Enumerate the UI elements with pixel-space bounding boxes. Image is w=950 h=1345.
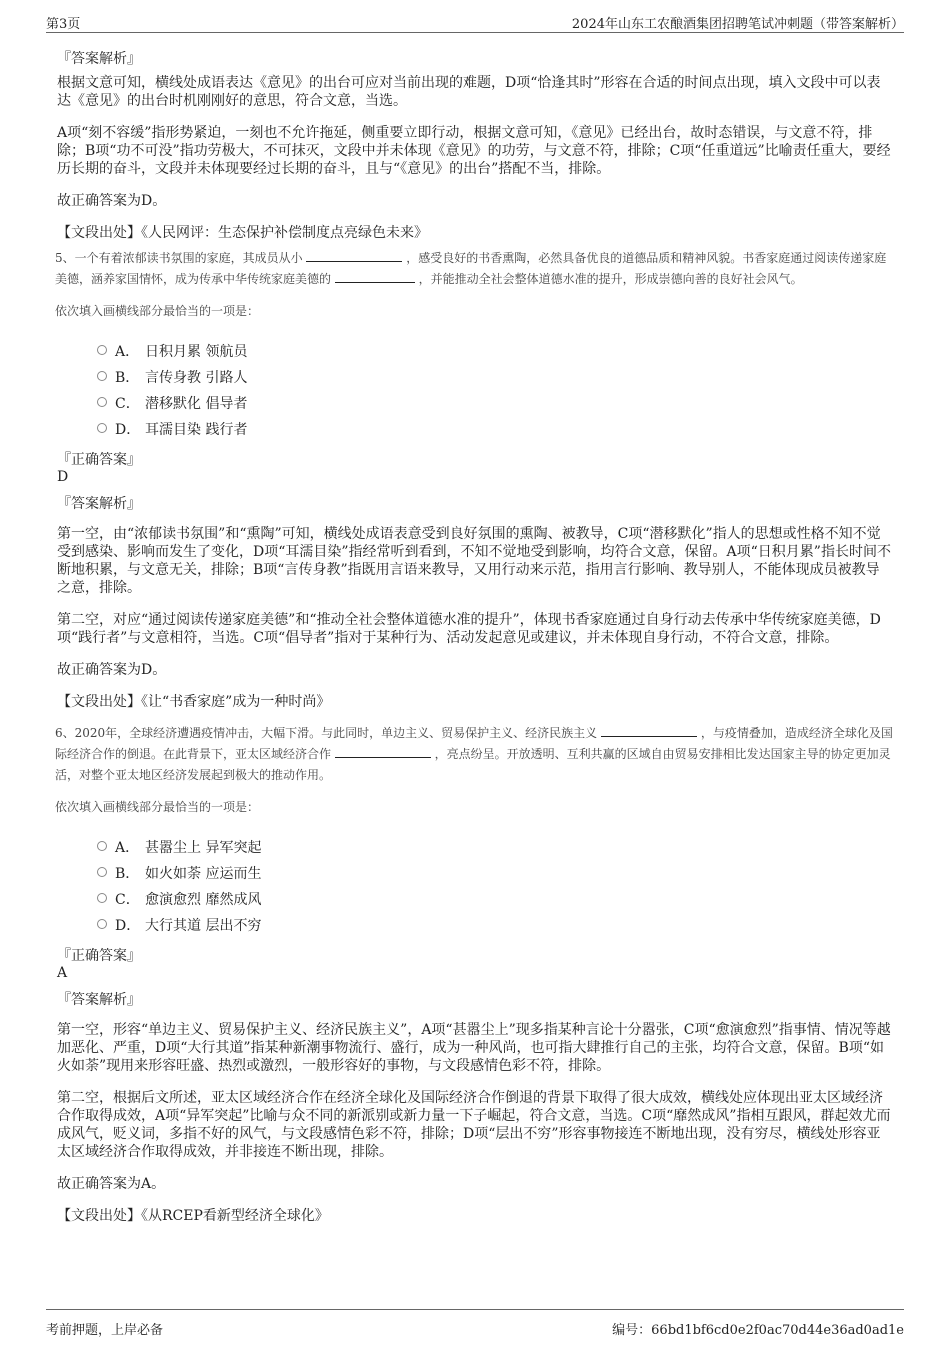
q5-analysis-paragraph-2: 第二空，对应“通过阅读传递家庭美德”和“推动全社会整体道德水准的提升”，体现书香家庭通过自身行动去传承中华传统家庭美德，D项“践行者”与文意相符，当选。C项“倡导者”指对于某种行为、活动发起意见或建议，并未体现自身行动，不符合文意，排除。 (57, 612, 881, 646)
option-text: 如火如荼 应运而生 (145, 866, 262, 882)
option-key: B． (115, 866, 140, 882)
page-number: 第3页 (46, 17, 81, 32)
q6-answer: A (57, 965, 68, 981)
q5-options (57, 341, 893, 445)
option-key: D． (115, 918, 141, 934)
option-text: 大行其道 层出不穷 (145, 918, 262, 934)
correct-answer-label: 『正确答案』 (57, 948, 141, 964)
q5-option-a[interactable] (97, 341, 893, 367)
q6-conclusion: 故正确答案为A。 (57, 1176, 166, 1192)
q6-option-b[interactable] (97, 863, 893, 889)
q5-text-1: 5、一个有着浓郁读书氛围的家庭，其成员从小 (55, 251, 303, 265)
radio-icon[interactable] (97, 919, 107, 929)
document-body (57, 40, 893, 1239)
q6-analysis-paragraph-1: 第一空，形容“单边主义、贸易保护主义、经济民族主义”，A项“甚嚣尘上”现多指某种言论十分嚣张，C项“愈演愈烈”指事情、情况等越加恶化、严重，D项“大行其道”指某种新潮事物流行、盛行，成为一种风尚，也可指大肆推行自己的主张，均符合文意，保留。B项“如火如荼”现用来形容旺盛、热烈或激烈，一般形容好的事物，与文段感情色彩不符，排除。 (57, 1022, 891, 1074)
radio-icon[interactable] (97, 867, 107, 877)
q6-option-c[interactable] (97, 889, 893, 915)
q6-analysis-paragraph-2: 第二空，根据后文所述，亚太区域经济合作在经济全球化及国际经济合作倒退的背景下取得了很大成效，横线处应体现出亚太区域经济合作取得成效，A项“异军突起”比喻与众不同的新派别或新力量一下子崛起，符合文意，当选。C项“靡然成风”指相互跟风，群起效尤而成风气，贬义词，多指不好的风气，与文段感情色彩不符，排除；D项“层出不穷”形容事物接连不断地出现，没有穷尽，横线处形容亚太区域经济合作取得成效，并非接连不断出现，排除。 (57, 1090, 891, 1160)
document-title: 2024年山东工农酿酒集团招聘笔试冲刺题（带答案解析） (571, 17, 904, 32)
q4-source: 【文段出处】《人民网评：生态保护补偿制度点亮绿色未来》 (57, 225, 428, 241)
q6-prompt: 依次填入画横线部分最恰当的一项是： (55, 800, 260, 814)
option-key: B． (115, 370, 140, 386)
q6-blank-1 (601, 724, 697, 737)
option-key: C． (115, 892, 140, 908)
footer-divider (46, 1309, 904, 1310)
page-footer (0, 1305, 950, 1345)
radio-icon[interactable] (97, 423, 107, 433)
q6-text-2: ，与疫情叠加，造成经济全球化及国际经济合作的倒退。在此背景下，亚太区域经济合作 (55, 726, 893, 761)
option-key: A． (115, 344, 140, 360)
q4-analysis-paragraph-1: 根据文意可知，横线处成语表达《意见》的出台可应对当前出现的难题，D项“恰逢其时”形容在合适的时间点出现，填入文段中可以表达《意见》的出台时机刚刚好的意思，符合文意，当选。 (57, 75, 881, 109)
q6-blank-2 (335, 745, 431, 758)
page-header (0, 0, 950, 32)
q6-options (57, 837, 893, 941)
q6-text-1: 6、2020年，全球经济遭遇疫情冲击，大幅下滑。与此同时，单边主义、贸易保护主义、经济民族主义 (55, 726, 598, 740)
radio-icon[interactable] (97, 893, 107, 903)
footer-slogan: 考前押题，上岸必备 (46, 1323, 164, 1338)
q5-question (55, 248, 893, 290)
q5-option-c[interactable] (97, 393, 893, 419)
option-text: 日积月累 领航员 (145, 344, 248, 360)
radio-icon[interactable] (97, 841, 107, 851)
analysis-label: 『答案解析』 (57, 992, 141, 1008)
q5-source: 【文段出处】《让“书香家庭”成为一种时尚》 (57, 694, 331, 710)
q5-option-b[interactable] (97, 367, 893, 393)
q6-question (55, 723, 893, 786)
option-key: A． (115, 840, 140, 856)
option-key: C． (115, 396, 140, 412)
document-id: 编号：66bd1bf6cd0e2f0ac70d44e36ad0ad1e (612, 1323, 904, 1338)
option-text: 言传身教 引路人 (145, 370, 248, 386)
q5-blank-2 (335, 270, 415, 283)
q5-prompt: 依次填入画横线部分最恰当的一项是： (55, 304, 260, 318)
q5-blank-1 (306, 249, 402, 262)
q6-source: 【文段出处】《从RCEP看新型经济全球化》 (57, 1208, 329, 1224)
radio-icon[interactable] (97, 345, 107, 355)
option-text: 耳濡目染 践行者 (145, 422, 248, 438)
q4-analysis-paragraph-2: A项“刻不容缓”指形势紧迫，一刻也不允许拖延，侧重要立即行动，根据文意可知，《意见》已经出台，故时态错误，与文意不符，排除；B项“功不可没”指功劳极大，不可抹灭，文段中并未体现《意见》的功劳，与文意不符，排除；C项“任重道远”比喻责任重大，要经历长期的奋斗，文段并未体现要经过长期的奋斗，且与“《意见》的出台”搭配不当，排除。 (57, 125, 891, 177)
header-divider (46, 32, 904, 33)
q5-answer: D (57, 469, 69, 485)
option-text: 甚嚣尘上 异军突起 (145, 840, 262, 856)
q5-option-d[interactable] (97, 419, 893, 445)
q6-option-a[interactable] (97, 837, 893, 863)
q6-text-3: ，亮点纷呈。开放透明、互利共赢的区域自由贸易安排相比发达国家主导的协定更加灵活，对整个亚太地区经济发展起到极大的推动作用。 (55, 747, 891, 782)
q4-conclusion: 故正确答案为D。 (57, 193, 167, 209)
q5-text-2: ，感受良好的书香熏陶，必然具备优良的道德品质和精神风貌。书香家庭通过阅读传递家庭美德，涵养家国情怀，成为传承中华传统家庭美德的 (55, 251, 887, 286)
radio-icon[interactable] (97, 371, 107, 381)
option-text: 潜移默化 倡导者 (145, 396, 248, 412)
q5-analysis-paragraph-1: 第一空，由“浓郁读书氛围”和“熏陶”可知，横线处成语表意受到良好氛围的熏陶、被教导，C项“潜移默化”指人的思想或性格不知不觉受到感染、影响而发生了变化，D项“耳濡目染”指经常听到看到，不知不觉地受到影响，均符合文意，保留。A项“日积月累”指长时间不断地积累，与文意无关，排除；B项“言传身教”指既用言语来教导，又用行动来示范，指用言行影响、教导别人，不能体现成员被教导之意，排除。 (57, 526, 891, 596)
q5-text-3: ，并能推动全社会整体道德水准的提升，形成崇德向善的良好社会风气。 (418, 272, 803, 286)
correct-answer-label: 『正确答案』 (57, 452, 141, 468)
analysis-label: 『答案解析』 (57, 51, 141, 67)
analysis-label: 『答案解析』 (57, 496, 141, 512)
q6-option-d[interactable] (97, 915, 893, 941)
option-text: 愈演愈烈 靡然成风 (145, 892, 262, 908)
option-key: D． (115, 422, 141, 438)
radio-icon[interactable] (97, 397, 107, 407)
q5-conclusion: 故正确答案为D。 (57, 662, 167, 678)
